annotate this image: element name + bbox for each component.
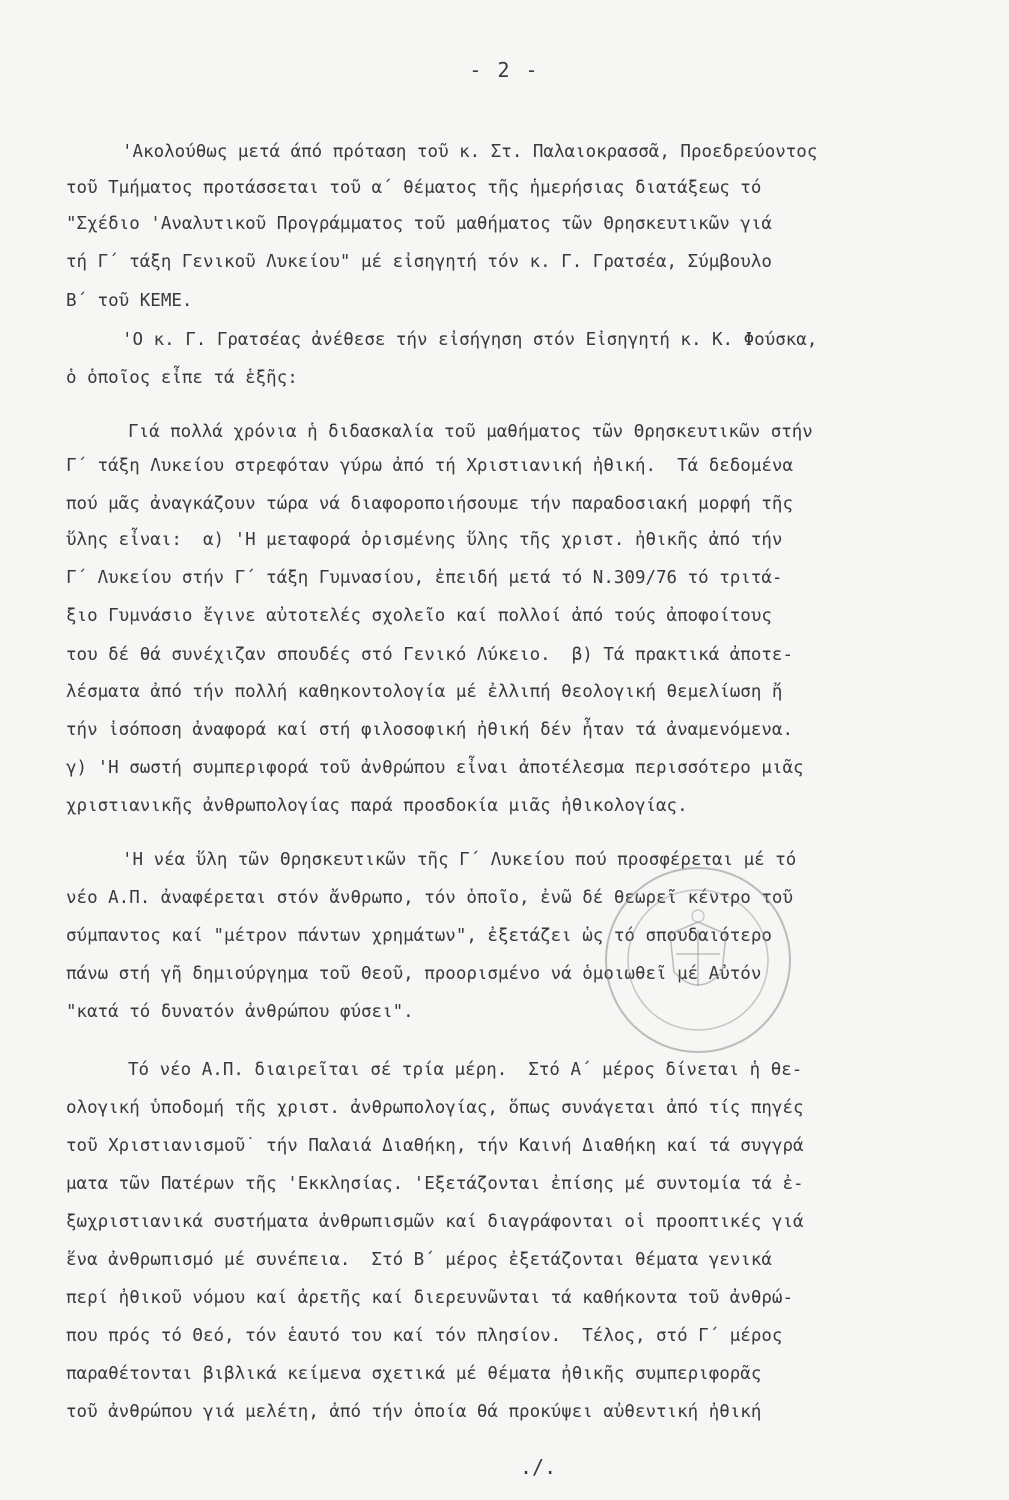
text-line: τοῦ ἀνθρώπου γιά μελέτη, ἀπό τήν ὁποία θά προκύψει αὐθεντική ἠθική	[66, 1402, 762, 1422]
text-line: τοῦ Χριστιανισμοῦ˙ τήν Παλαιά Διαθήκη, τήν Καινή Διαθήκη καί τά συγγρά	[66, 1136, 804, 1156]
text-line: που πρός τό Θεό, τόν ἑαυτό του καί τόν πλησίον. Τέλος, στό Γ΄ μέρος	[66, 1326, 783, 1346]
text-line: τοῦ Τμήματος προτάσσεται τοῦ α΄ θέματος τῆς ἡμερήσιας διατάξεως τό	[66, 178, 762, 198]
text-line: πού μᾶς ἀναγκάζουν τώρα νά διαφοροποιήσουμε τήν παραδοσιακή μορφή τῆς	[66, 494, 793, 514]
text-line: "κατά τό δυνατόν ἀνθρώπου φύσει".	[66, 1002, 414, 1022]
text-line: 'Ακολούθως μετά άπό πρόταση τοῦ κ. Στ. Παλαιοκρασσᾶ, Προεδρεύοντος	[122, 142, 818, 162]
text-line: του δέ θά συνέχιζαν σπουδές στό Γενικό Λύκειο. β) Τά πρακτικά ἀποτε-	[66, 645, 793, 665]
text-line: 'Ο κ. Γ. Γρατσέας ἀνέθεσε τήν εἰσήγηση στόν Εἰσηγητή κ. Κ. Φούσκα,	[122, 330, 818, 350]
text-line: ἕνα ἀνθρωπισμό μέ συνέπεια. Στό Β΄ μέρος ἐξετάζονται θέματα γενικά	[66, 1250, 772, 1270]
text-line: νέο Α.Π. ἀναφέρεται στόν ἄνθρωπο, τόν ὁποῖο, ἐνῶ δέ θεωρεῖ κέντρο τοῦ	[66, 888, 793, 908]
text-line: λέσματα ἀπό τήν πολλή καθηκοντολογία μέ ἐλλιπή θεολογική θεμελίωση ἤ	[66, 682, 783, 702]
official-seal-stamp	[598, 860, 798, 1060]
continuation-mark: ./.	[520, 1455, 557, 1479]
text-line: Γ΄ τάξη Λυκείου στρεφόταν γύρω ἀπό τή Χριστιανική ἠθική. Τά δεδομένα	[66, 456, 793, 476]
text-line: τήν ἰσόποση ἀναφορά καί στή φιλοσοφική ἠθική δέν ἦταν τά ἀναμενόμενα.	[66, 720, 793, 740]
text-line: "Σχέδιο 'Αναλυτικοῦ Προγράμματος τοῦ μαθήματος τῶν Θρησκευτικῶν γιά	[66, 214, 772, 234]
text-line: Γιά πολλά χρόνια ἡ διδασκαλία τοῦ μαθήματος τῶν Θρησκευτικῶν στήν	[128, 422, 813, 442]
text-line: γ) 'Η σωστή συμπεριφορά τοῦ ἀνθρώπου εἶναι ἀποτέλεσμα περισσότερο μιᾶς	[66, 758, 804, 778]
text-line: παραθέτονται βιβλικά κείμενα σχετικά μέ θέματα ἠθικῆς συμπεριφορᾶς	[66, 1364, 762, 1384]
text-line: ὕλης εἶναι: α) 'Η μεταφορά ὁρισμένης ὕλης τῆς χριστ. ἠθικῆς ἀπό τήν	[66, 530, 783, 550]
text-line: ὁ ὁποῖος εἶπε τά ἑξῆς:	[66, 368, 298, 388]
text-line: χριστιανικῆς ἀνθρωπολογίας παρά προσδοκία μιᾶς ἠθικολογίας.	[66, 796, 688, 816]
text-line: ξωχριστιανικά συστήματα ἀνθρωπισμῶν καί διαγράφονται οἱ προοπτικές γιά	[66, 1212, 804, 1232]
text-line: 'Η νέα ὕλη τῶν Θρησκευτικῶν τῆς Γ΄ Λυκείου πού προσφέρεται μέ τό	[122, 850, 797, 870]
page-number: - 2 -	[469, 58, 540, 82]
text-line: σύμπαντος καί "μέτρον πάντων χρημάτων", ἐξετάζει ὡς τό σπουδαιότερο	[66, 926, 772, 946]
text-line: Γ΄ Λυκείου στήν Γ΄ τάξη Γυμνασίου, ἐπειδή μετά τό Ν.309/76 τό τριτά-	[66, 568, 783, 588]
text-line: Τό νέο Α.Π. διαιρεῖται σέ τρία μέρη. Στό Α΄ μέρος δίνεται ἡ θε-	[128, 1060, 803, 1080]
text-line: ματα τῶν Πατέρων τῆς 'Εκκλησίας. 'Εξετάζονται ἐπίσης μέ συντομία τά ἐ-	[66, 1174, 804, 1194]
text-line: πάνω στή γῆ δημιούργημα τοῦ Θεοῦ, προορισμένο νά ὁμοιωθεῖ μέ Αὐτόν	[66, 964, 762, 984]
text-line: Β΄ τοῦ ΚΕΜΕ.	[66, 291, 193, 311]
text-line: τή Γ΄ τάξη Γενικοῦ Λυκείου" μέ εἰσηγητή τόν κ. Γ. Γρατσέα, Σύμβουλο	[66, 252, 772, 272]
text-line: περί ἠθικοῦ νόμου καί ἀρετῆς καί διερευνῶνται τά καθήκοντα τοῦ ἀνθρώ-	[66, 1288, 793, 1308]
text-line: ξιο Γυμνάσιο ἔγινε αὐτοτελές σχολεῖο καί πολλοί ἀπό τούς ἀποφοίτους	[66, 606, 772, 626]
text-line: ολογική ὑποδομή τῆς χριστ. ἀνθρωπολογίας, ὅπως συνάγεται ἀπό τίς πηγές	[66, 1098, 804, 1118]
